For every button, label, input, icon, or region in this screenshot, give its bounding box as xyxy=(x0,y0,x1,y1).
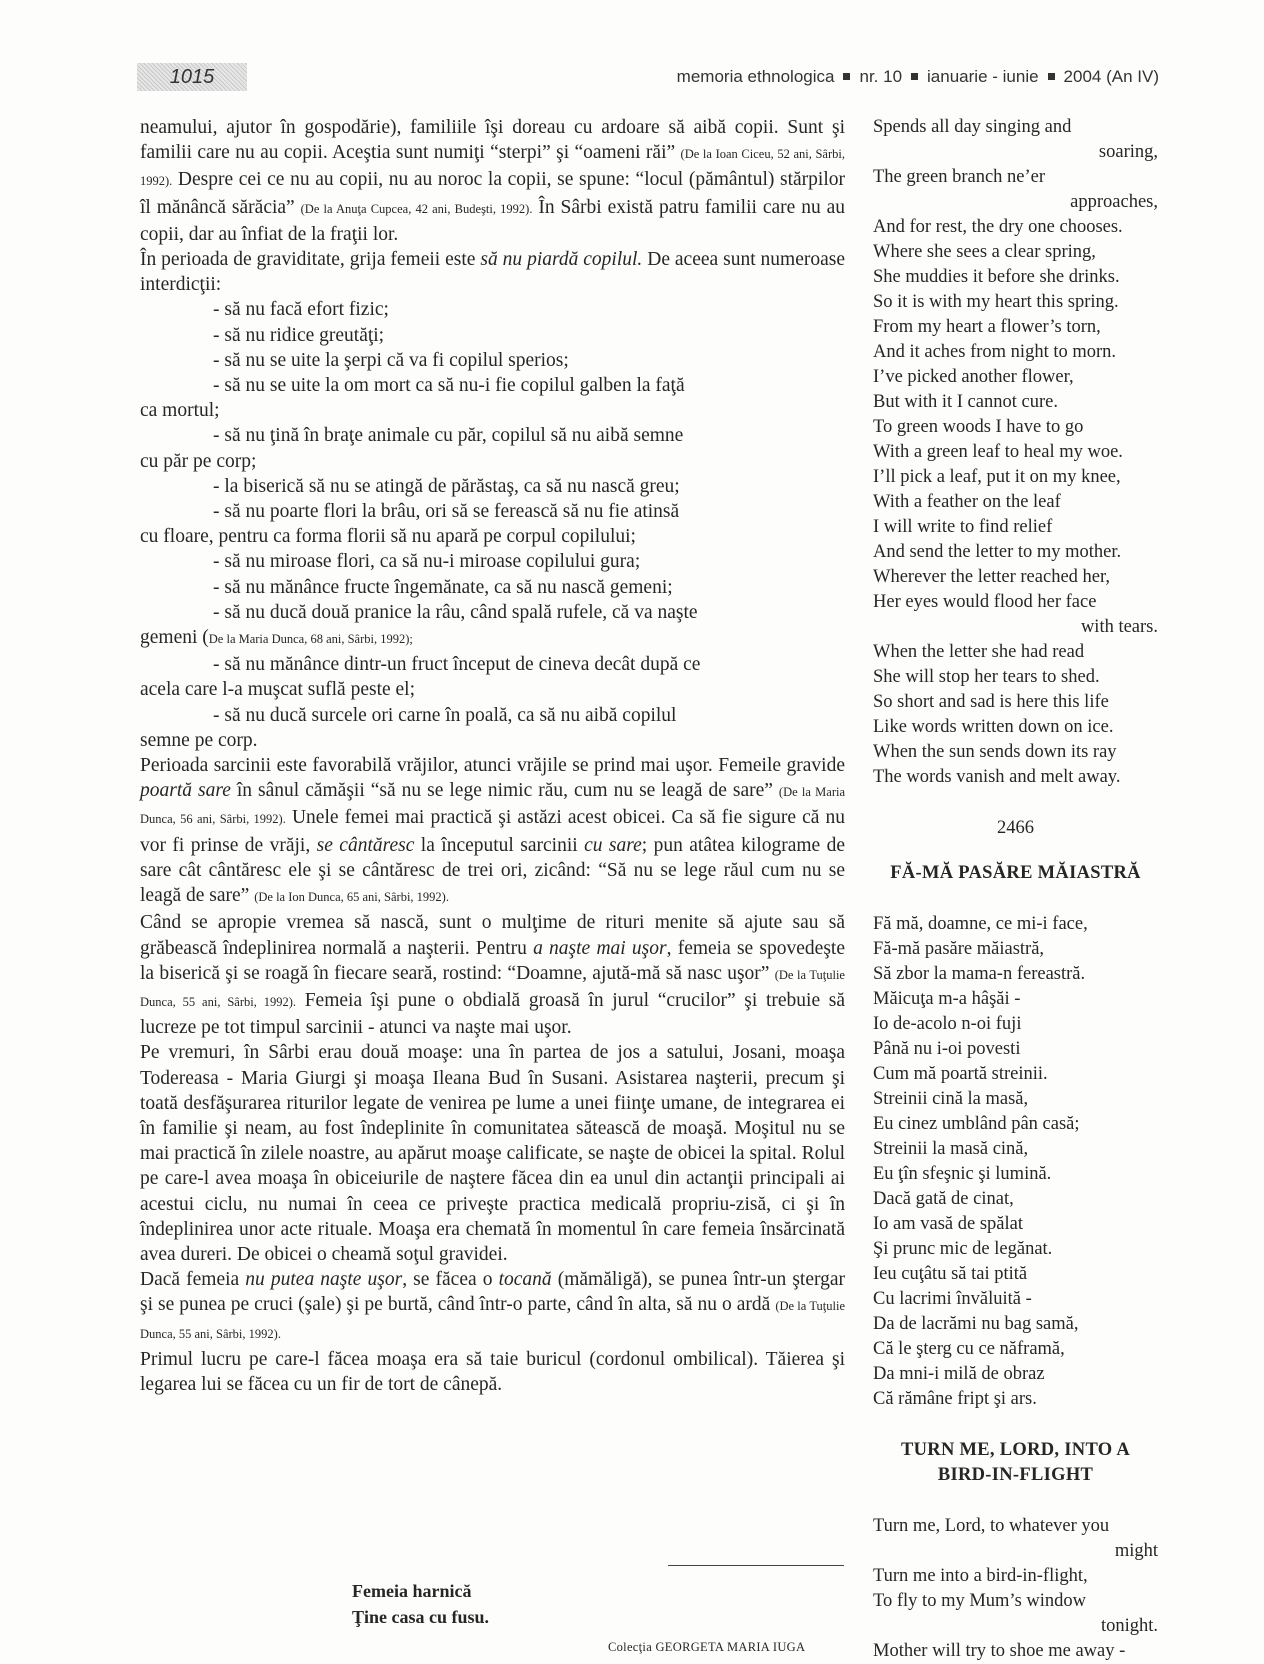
poem-line: I will write to find relief xyxy=(873,517,1053,537)
list-item: - să nu facă efort fizic; xyxy=(213,299,389,321)
poem-line: I’ve picked another flower, xyxy=(873,367,1074,387)
divider-line xyxy=(668,1565,844,1566)
poem-line: Wherever the letter reached her, xyxy=(873,567,1111,587)
poem-line: Da mni-i milă de obraz xyxy=(873,1364,1045,1384)
poem-line: From my heart a flower’s torn, xyxy=(873,317,1101,337)
poem-line: Dacă gată de cinat, xyxy=(873,1189,1014,1209)
poem-line: To green woods I have to go xyxy=(873,417,1084,437)
poem-line: Where she sees a clear spring, xyxy=(873,242,1096,262)
source-citation: (De la Tuţulie Dunca, 55 ani, Sârbi, 1992). xyxy=(140,1299,845,1341)
poem-title-en: TURN ME, LORD, INTO A BIRD-IN-FLIGHT xyxy=(900,1440,1130,1485)
issue-period: ianuarie - iunie xyxy=(927,67,1039,86)
list-item: - să nu mănânce fructe îngemănate, ca să nu nască gemeni; xyxy=(213,576,673,598)
poem-romanian xyxy=(873,912,1158,1412)
source-citation: (De la Anuţa Cupcea, 42 ani, Budeşti, 1992). xyxy=(300,201,533,216)
square-bullet-icon xyxy=(1048,73,1055,80)
poem-line: Fă-mă pasăre măiastră, xyxy=(873,939,1045,959)
poem-line: With a feather on the leaf xyxy=(873,492,1061,512)
source-citation: (De la Maria Dunca, 56 ani, Sârbi, 1992). xyxy=(140,785,846,827)
list-item-continuation: cu păr pe corp; xyxy=(140,450,257,472)
source-citation: (De la Tuţulie Dunca, 55 ani, Sârbi, 1992). xyxy=(140,967,845,1009)
poem-line: Turn me, Lord, to whatever you xyxy=(873,1516,1110,1536)
poem-line: But with it I cannot cure. xyxy=(873,392,1058,412)
poem-line: Fă mă, doamne, ce mi-i face, xyxy=(873,914,1088,934)
paragraph: Pe vremuri, în Sârbi erau două moaşe: una în partea de jos a satului, Josani, moaşa Todereasa - Maria Giurgi şi moaşa Ileana Bud în Susani. Asistarea naşterii, precum şi toată desfăşurarea riturilor legate de venirea pe lume a unei fiinţe umane, de integrarea ei în familie şi neam, au fost îndeplinite în comunitatea sătească de moaşă. Moşitul nu se mai practică în zilele noastre, au apărut moaşe calificate, se naşte de obicei la spital. Rolul pe care-l avea moaşa în obiceiurile de naştere făcea din ea unul din actanţii principali ai acestui ciclu, nu numai în ceea ce priveşte practica medicală propriu-zisă, ci şi în îndeplinirea unor acte rituale. Moaşa era chemată în momentul în care femeia însărcinată avea dureri. De obicei o cheamă soţul gravidei. xyxy=(140,1042,845,1265)
song-number: 2466 xyxy=(997,818,1034,838)
poem-line: When the letter she had read xyxy=(873,642,1085,662)
poem-line: And send the letter to my mother. xyxy=(873,542,1122,562)
list-item: - să nu ducă două pranice la râu, când spală rufele, că va naşte xyxy=(213,601,698,623)
paragraph: Perioada sarcinii este favorabilă vrăjilor, atunci vrăjile se prind mai uşor. Femeile gravide poartă sare în sânul cămăşii “să nu se lege nimic rău, cum nu se leagă de sare” (De la Maria Dunca, 56 ani, Sârbi, 1992). Unele femei mai practică şi astăzi acest obicei. Ca să fie sigure că nu vor fi prinse de vrăji, se cântăresc la începutul sarcinii cu sare; pun atâtea kilograme de sare cât cântăresc ele şi se cântăresc de trei ori, zicând: “Să nu se lege răul cum nu se leagă de sare” (De la Ion Dunca, 65 ani, Sârbi, 1992). xyxy=(140,755,846,907)
list-item: - să nu ridice greutăţi; xyxy=(213,324,385,346)
paragraph: Primul lucru pe care-l făcea moaşa era să taie buricul (cordonul ombilical). Tăierea şi legarea lui se făcea cu un fir de tort de cânepă. xyxy=(140,1348,845,1395)
square-bullet-icon xyxy=(843,73,850,80)
issue-year: 2004 (An IV) xyxy=(1063,67,1159,86)
poem-line: And for rest, the dry one chooses. xyxy=(873,217,1123,237)
paragraph: În perioada de graviditate, grija femeii este să nu piardă copilul. De aceea sunt numeroase interdicţii: xyxy=(140,249,846,296)
list-item: - să nu miroase flori, ca să nu-i miroase copilului gura; xyxy=(213,551,641,573)
running-header xyxy=(677,63,1159,91)
poem-line: Că le şterg cu ce năframă, xyxy=(873,1339,1065,1359)
list-item: - să nu se uite la şerpi că va fi copilul sperios; xyxy=(213,349,569,371)
list-item: - să nu ducă surcele ori carne în poală, ca să nu aibă copilul xyxy=(213,704,677,726)
list-item-continuation: semne pe corp. xyxy=(140,729,258,751)
source-citation: (De la Ioan Ciceu, 52 ani, Sârbi, 1992). xyxy=(140,147,845,189)
poem-line: Io am vasă de spălat xyxy=(873,1214,1023,1234)
paragraph: neamului, ajutor în gospodărie), familiile îşi doreau cu ardoare să aibă copii. Sunt şi familii care nu au copii. Aceştia sunt numiţi “sterpi” şi “oameni răi” (De la Ioan Ciceu, 52 ani, Sârbi, 1992). Despre cei ce nu au copii, nu au noroc la copii, se spune: “locul (pământul) stărpilor îl mănâncă sărăcia” (De la Anuţa Cupcea, 42 ani, Budeşti, 1992). În Sârbi există patru familii care nu au copii, dar au înfiat de la fraţii lor. xyxy=(140,117,846,245)
poem-line: soaring, xyxy=(1098,142,1158,162)
poem-line: Ieu cuţâtu să tai ptită xyxy=(873,1264,1028,1284)
journal-title: memoria ethnologica xyxy=(676,67,835,86)
issue-number: nr. 10 xyxy=(859,67,903,86)
poem-line: tonight. xyxy=(1100,1616,1158,1636)
collection-credit: Colecţia GEORGETA MARIA IUGA xyxy=(608,1640,806,1654)
poem-line: And it aches from night to morn. xyxy=(873,342,1117,362)
poem-line: When the sun sends down its ray xyxy=(873,742,1117,762)
poem-line: She will stop her tears to shed. xyxy=(873,667,1100,687)
poem-line: So it is with my heart this spring. xyxy=(873,292,1119,312)
poem-line: Eu ţîn sfeşnic şi lumină. xyxy=(873,1164,1052,1184)
poem-line: Să zbor la mama-n fereastră. xyxy=(873,964,1086,984)
poem-line: The green branch ne’er xyxy=(873,167,1046,187)
list-item-continuation: acela care l-a muşcat suflă peste el; xyxy=(140,679,416,701)
poem-line: Mother will try to shoe me away - xyxy=(873,1641,1126,1661)
list-item: - să nu poarte flori la brâu, ori să se ferească să nu fie atinsă xyxy=(213,501,680,523)
poem-line: So short and sad is here this life xyxy=(873,692,1109,712)
poem-line: Până nu i-oi povesti xyxy=(873,1039,1021,1059)
poem-line: Cu lacrimi învăluită - xyxy=(873,1289,1032,1309)
closing-proverb: Femeia harnică Ţine casa cu fusu. xyxy=(352,1581,490,1627)
poem-line: She muddies it before she drinks. xyxy=(873,267,1120,287)
poem-line: Da de lacrămi nu bag samă, xyxy=(873,1314,1079,1334)
list-item-continuation: ca mortul; xyxy=(140,400,220,422)
poem-line: Like words written down on ice. xyxy=(873,717,1114,737)
poem-line: With a green leaf to heal my woe. xyxy=(873,442,1123,462)
paragraph: Când se apropie vremea să nască, sunt o mulţime de rituri menite să ajute sau să grăbească îndeplinirea normală a naşterii. Pentru a naşte mai uşor, femeia se spovedeşte la biserică şi se roagă în fiecare seară, rostind: “Doamne, ajută-mă să nasc uşor” (De la Tuţulie Dunca, 55 ani, Sârbi, 1992). Femeia îşi pune o obdială groasă în jurul “crucilor” şi trebuie să lucreze pe tot timpul sarcinii - atunci va naşte mai uşor. xyxy=(140,912,845,1039)
poem-line: Spends all day singing and xyxy=(873,117,1072,137)
source-citation: (De la Ion Dunca, 65 ani, Sârbi, 1992). xyxy=(254,890,449,905)
list-item-continuation: gemeni (De la Maria Dunca, 68 ani, Sârbi, 1992); xyxy=(140,627,413,649)
list-item-continuation: cu floare, pentru ca forma florii să nu apară pe corpul copilului; xyxy=(140,526,636,548)
poem-title-ro: FĂ-MĂ PASĂRE MĂIASTRĂ xyxy=(890,863,1141,883)
poem-line: with tears. xyxy=(1080,617,1158,637)
list-item: - să nu mănânce dintr-un fruct început de cineva decât după ce xyxy=(213,654,701,676)
poem-line: Cum mă poartă streinii. xyxy=(873,1064,1048,1084)
list-item: - la biserică să nu se atingă de părăstaş, ca să nu nască greu; xyxy=(213,475,680,497)
poem-line: Io de-acolo n-oi fuji xyxy=(873,1014,1022,1034)
page-number: 1015 xyxy=(137,63,247,91)
poem-line: Streinii cină la masă, xyxy=(873,1089,1029,1109)
source-citation: De la Maria Dunca, 68 ani, Sârbi, 1992); xyxy=(208,632,413,647)
poem-line: Măicuţa m-a hâşăi - xyxy=(873,989,1021,1009)
poem-line: To fly to my Mum’s window xyxy=(873,1591,1087,1611)
poem-line: might xyxy=(1114,1541,1158,1561)
poem-line: Şi prunc mic de legănat. xyxy=(873,1239,1053,1259)
poem-line: Her eyes would flood her face xyxy=(873,592,1097,612)
poem-line: Că rămâne fript şi ars. xyxy=(873,1389,1037,1409)
article-body xyxy=(140,115,845,1397)
poem-line: Eu cinez umblând pân casă; xyxy=(873,1114,1080,1134)
paragraph: Dacă femeia nu putea naşte uşor, se făcea o tocană (mămăligă), se punea într-un ştergar şi se punea pe cruci (şale) şi pe burtă, când într-o parte, când în alta, să nu o ardă (De la Tuţulie Dunca, 55 ani, Sârbi, 1992). xyxy=(140,1269,846,1341)
list-item: - să nu ţină în braţe animale cu păr, copilul să nu aibă semne xyxy=(213,425,684,447)
poem-line: I’ll pick a leaf, put it on my knee, xyxy=(873,467,1121,487)
poem-english xyxy=(873,1514,1158,1664)
poem-line: Streinii la masă cină, xyxy=(873,1139,1029,1159)
list-item: - să nu se uite la om mort ca să nu-i fie copilul galben la faţă xyxy=(213,375,685,397)
poem-english-continued xyxy=(873,115,1158,790)
poem-line: The words vanish and melt away. xyxy=(873,767,1121,787)
square-bullet-icon xyxy=(911,73,918,80)
poem-line: approaches, xyxy=(1070,192,1158,212)
poems-column xyxy=(873,115,1158,1664)
poem-line: Turn me into a bird-in-flight, xyxy=(873,1566,1088,1586)
